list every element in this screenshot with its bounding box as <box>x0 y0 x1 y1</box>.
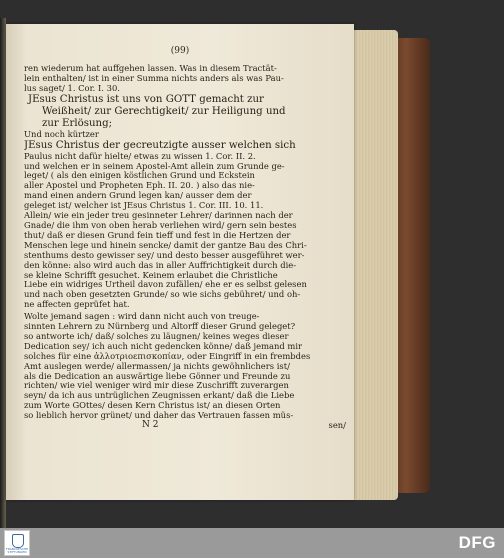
text-line: geleget ist/ welcher ist JEsus Christus 1. Cor. III. 10. 11. <box>24 201 264 211</box>
text-line: sinnten Lehrern zu Nürnberg und Altorff dieser Grund geleget? <box>24 322 296 332</box>
text-lines <box>24 64 346 421</box>
text-line: ne affecten geprüfet hat. <box>24 300 130 310</box>
text-line: Wolte jemand sagen : wird dann nicht auch von treuge- <box>24 312 260 322</box>
page-number: (99) <box>170 46 190 56</box>
text-line: leget/ ( als den einigen köstlichen Grund und Eckstein <box>24 171 255 181</box>
text-line: Menschen lege und hinein sencke/ damit der gantze Bau des Chri- <box>24 240 307 250</box>
page-edges <box>350 30 398 500</box>
viewer-footer <box>0 528 504 558</box>
text-line: solches für eine ἀλλοτριοεπισκοπίαν, oder Eingriff in ein frembdes <box>24 351 311 361</box>
franckesche-stiftungen-logo[interactable] <box>4 530 30 556</box>
text-line: so lieblich hervor grünet/ und daher das Vertrauen fassen müs- <box>24 411 294 421</box>
text-line: Allein/ wie ein jeder treu gesinneter Lehrer/ darinnen nach der <box>24 211 293 221</box>
signature-mark: N 2 <box>142 420 159 431</box>
text-line: richten/ wie viel weniger wird mir diese Zuschrifft zuverargen <box>24 381 289 391</box>
text-line: so antworte ich/ daß/ solches zu läugnen/ keines weges dieser <box>24 331 289 341</box>
page-footer-row <box>24 421 346 431</box>
catchword: sen/ <box>328 420 346 431</box>
text-line: Gnade/ die ihm von oben herab verliehen wird/ gern sein bestes <box>24 220 297 230</box>
dfg-logo[interactable]: DFG <box>458 533 496 552</box>
text-line: lein enthalten/ ist in einer Summa nichts anders als was Pau- <box>24 73 284 83</box>
text-line: Und noch kürtzer <box>24 129 99 139</box>
text-line: JEsus Christus der gecreutzigte ausser welchen sich <box>24 139 296 151</box>
text-line: Weißheit/ zur Gerechtigkeit/ zur Heiligung und <box>42 105 286 117</box>
text-line: JEsus Christus ist uns von GOTT gemacht zur <box>28 93 264 105</box>
text-line: und nach oben gesetzten Grunde/ so wie sichs gebühret/ und oh- <box>24 290 301 300</box>
text-line: und welchen er in seinem Apostel-Amt allein zum Grunde ge- <box>24 161 285 171</box>
text-line: se kleine Schrifft gesuchet. Keinem erlaubet die Christliche <box>24 270 278 280</box>
text-line: Liebe ein widriges Urtheil davon zufällen/ ehe er es selbst gelesen <box>24 280 307 290</box>
text-line: aller Apostel und Propheten Eph. II. 20. ) also das nie- <box>24 181 255 191</box>
text-line: zur Erlösung; <box>42 117 113 129</box>
page-text <box>24 64 346 431</box>
book-page <box>6 24 354 500</box>
text-line: mand einen andern Grund legen kan/ ausser dem der <box>24 191 252 201</box>
text-line: den könne: also wird auch das in aller Auffrichtigkeit durch die- <box>24 260 297 270</box>
text-line: als die Dedication an auswärtige liebe Gönner und Freunde zu <box>24 371 291 381</box>
text-line: zum Worte GOttes/ desen Kern Christus ist/ an diesen Orten <box>24 401 281 411</box>
text-line: Amt auslegen werde/ allermassen/ ja nichts gewöhnlichers ist/ <box>24 361 290 371</box>
text-line: seyn/ da ich aus untrüglichen Zeugnissen erkant/ daß die Liebe <box>24 391 295 401</box>
text-line: Paulus nicht dafür hielte/ etwas zu wissen 1. Cor. II. 2. <box>24 151 256 161</box>
text-line: ren wiederum hat auffgehen lassen. Was in diesem Tractät- <box>24 64 277 73</box>
logo-text: FRANCKESCHE STIFTUNGEN <box>6 547 29 555</box>
franckesche-stiftungen-logo-icon <box>12 534 24 548</box>
text-line: Dedication sey/ ich auch nicht gedencken könne/ daß jemand mir <box>24 341 303 351</box>
text-line: lus saget/ 1. Cor. I. 30. <box>24 83 120 93</box>
text-line: stenthums desto gewisser sey/ und desto besser ausgeführet wer- <box>24 250 305 260</box>
text-line: thut/ daß er diesen Grund fein tieff und fest in die Hertzen der <box>24 230 291 240</box>
